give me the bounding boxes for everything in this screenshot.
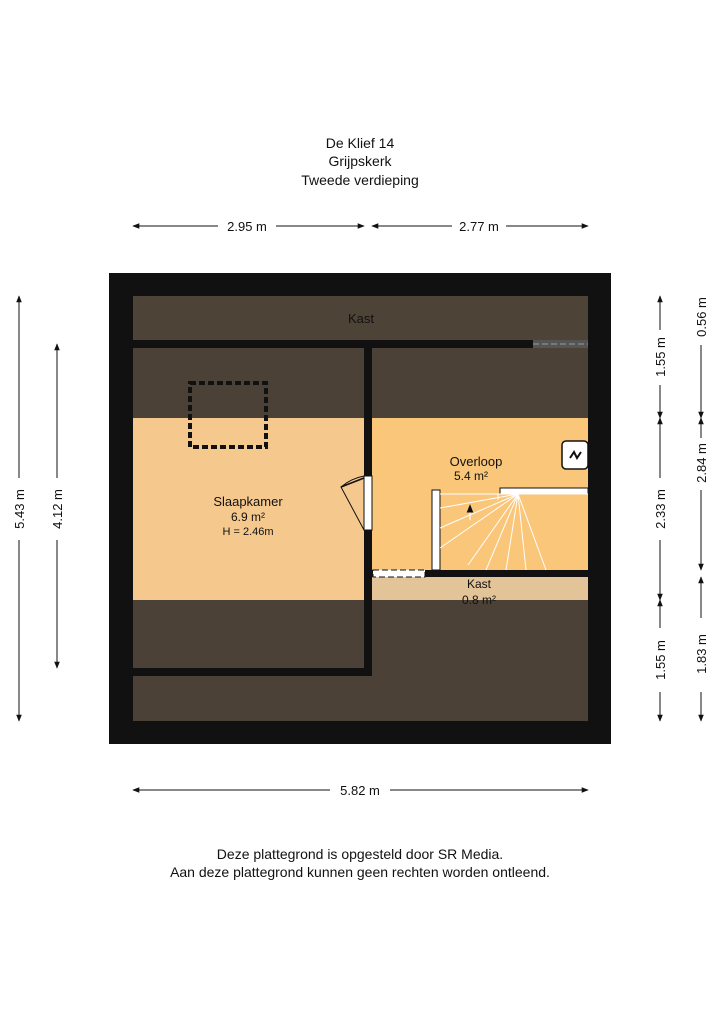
dim-right-inner-mid: 2.33 m <box>653 489 668 529</box>
floor-title: Tweede verdieping <box>301 172 419 188</box>
dim-left-inner: 4.12 m <box>50 489 65 529</box>
dim-right-outer-top: 0.56 m <box>694 297 709 337</box>
dim-top-right: 2.77 m <box>459 219 499 234</box>
kast-door <box>373 570 425 577</box>
dim-right-inner-bottom: 1.55 m <box>653 640 668 680</box>
address-title: De Klief 14 <box>325 135 395 151</box>
overloop-label: Overloop <box>449 454 503 469</box>
slaapkamer-area: 6.9 m² <box>230 510 266 524</box>
dim-right-outer-mid: 2.84 m <box>694 443 709 483</box>
door-opening <box>364 476 372 530</box>
city-title: Grijpskerk <box>328 153 392 169</box>
dim-right-outer-bottom: 1.83 m <box>694 634 709 674</box>
kast-top-label: Kast <box>347 311 375 326</box>
footer-line2: Aan deze plattegrond kunnen geen rechten worden ontleend. <box>170 864 550 880</box>
kast-small-label: Kast <box>466 577 492 591</box>
dim-top-left: 2.95 m <box>227 219 267 234</box>
dim-left-outer: 5.43 m <box>12 489 27 529</box>
wall-horizontal-bottom <box>133 668 372 676</box>
overloop-area: 5.4 m² <box>453 469 489 483</box>
footer-line1: Deze plattegrond is opgesteld door SR Media. <box>216 846 504 862</box>
slaapkamer-label: Slaapkamer <box>213 494 283 509</box>
slaapkamer-height: H = 2.46m <box>222 526 274 538</box>
dim-bottom: 5.82 m <box>340 783 380 798</box>
wall-horizontal-top <box>133 340 588 348</box>
dim-right-inner-top: 1.55 m <box>653 337 668 377</box>
kast-small-area: 0.8 m² <box>461 593 497 607</box>
